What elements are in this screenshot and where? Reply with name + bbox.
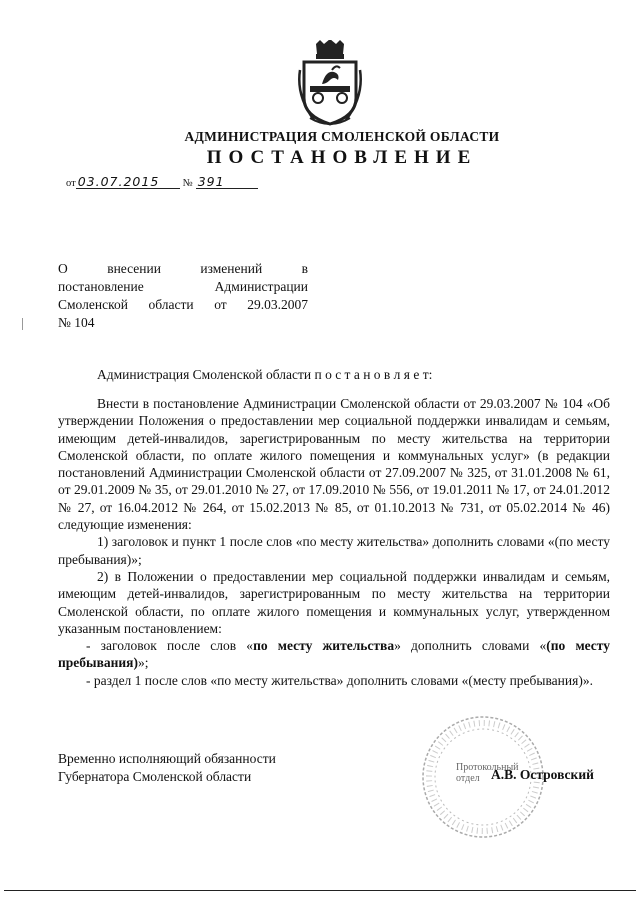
number-value: 391 [196,176,258,189]
coat-of-arms-icon [296,40,364,126]
stamp-line: Протокольный [456,762,519,773]
text-fragment: » дополнить словами « [394,638,547,654]
paragraph-subitem-section: - раздел 1 после слов «по месту жительства» дополнить словами «(месту пребывания)». [86,672,593,688]
subject-line: О внесении изменений в [58,261,308,276]
preamble [97,367,432,383]
subject-line: постановление Администрации [58,279,308,294]
paragraph-subitem-heading [58,637,610,672]
signer-title-line: Губернатора Смоленской области [58,768,252,784]
signer-title-line: Временно исполняющий обязанности [58,751,276,766]
document-body [58,395,610,689]
document-type: ПОСТАНОВЛЕНИЕ [206,147,478,168]
document-subject [58,260,308,332]
signer-name: А.В. Островский [491,767,594,782]
signer-title [58,750,276,785]
preamble-text: Администрация Смоленской области [97,367,312,382]
margin-mark [22,318,23,330]
stamp-line: отдел [456,773,480,784]
date-value: 03.07.2015 [76,176,180,189]
paragraph-main: Внести в постановление Администрации Смоленской области от 29.03.2007 № 104 «Об утверждении Положения о предоставлении мер социальной поддержки инвалидам и семьям, имеющим детей-инвалидов, зарегистрированным по месту жительства на территории Смоленской области, по оплате жилого помещения и коммунальных услуг» (в редакции постановлений Администрации Смоленской области от 27.09.2007 № 325, от 31.01.2008 № 61, от 29.01.2009 № 35, от 29.01.2010 № 27, от 17.09.2010 № 556, от 19.01.2011 № 17, от 24.01.2012 № 27, от 16.04.2012 № 264, от 15.02.2013 № 85, от 01.10.2013 № 731, от 05.02.2014 № 46) следующие изменения: [58,396,610,533]
bold-fragment: по месту жительства [253,638,395,654]
text-fragment: - заголовок после слов « [86,638,254,654]
paragraph-item-1: 1) заголовок и пункт 1 после слов «по месту жительства» дополнить словами «(по месту пребывания)»; [58,534,610,567]
subject-line: № 104 [58,315,95,330]
page-bottom-rule [4,890,636,891]
paragraph-item-2: 2) в Положении о предоставлении мер социальной поддержки инвалидам и семьям, имеющим детей-инвалидов, зарегистрированным по месту жительства на территории Смоленской области, по оплате жилого помещения и коммунальных услуг, утвержденном указанным постановлением: [58,568,610,636]
text-fragment: »; [137,655,149,671]
subject-line: Смоленской области от 29.03.2007 [58,297,308,312]
number-label: № [182,178,193,189]
organization-title: АДМИНИСТРАЦИЯ СМОЛЕНСКОЙ ОБЛАСТИ [184,129,500,144]
bold-fragment: (по месту пребывания) [58,638,610,671]
preamble-action: п о с т а н о в л я е т: [314,367,433,382]
date-label: от [66,178,76,189]
date-number-line [66,176,258,189]
